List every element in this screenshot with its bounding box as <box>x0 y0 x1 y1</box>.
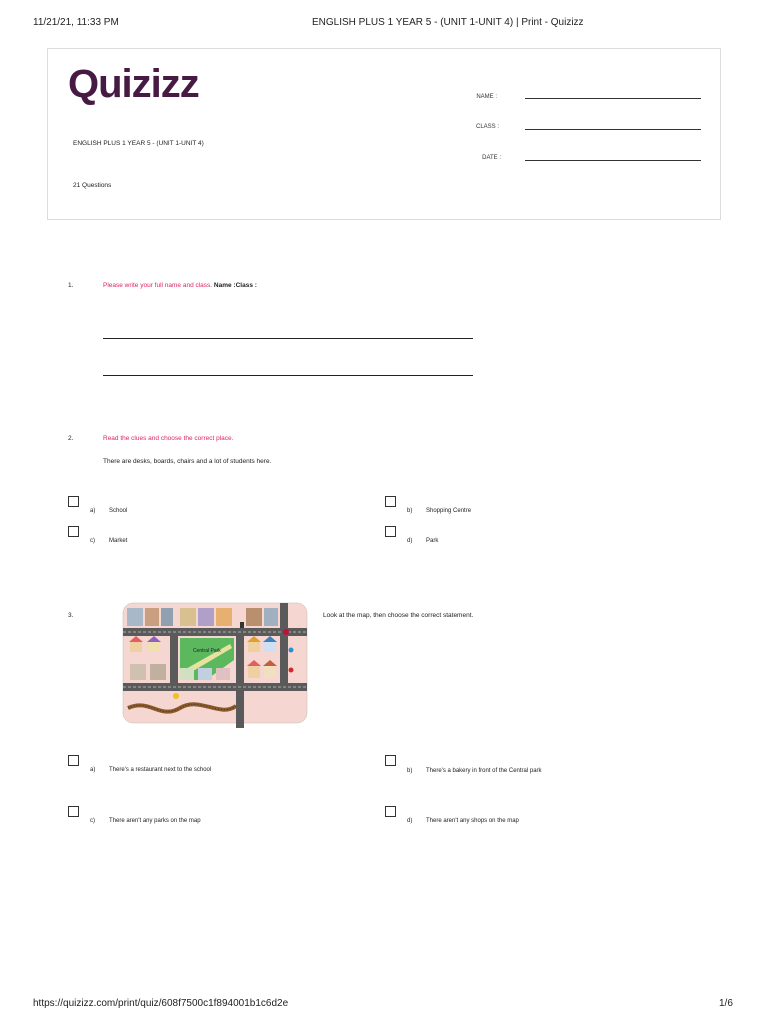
q2-option-c-checkbox[interactable] <box>68 526 79 537</box>
date-field-label: DATE : <box>482 155 501 161</box>
q2-option-a-letter: a) <box>90 508 96 514</box>
q1-text <box>103 282 257 289</box>
print-page-number: 1/6 <box>719 998 733 1009</box>
q1-answer-line-2[interactable] <box>103 375 473 376</box>
q3-option-c-checkbox[interactable] <box>68 806 79 817</box>
q1-detail: Name :Class : <box>213 282 257 289</box>
map-road-right <box>280 603 288 691</box>
q1-answer-line-1[interactable] <box>103 338 473 339</box>
print-url: https://quizizz.com/print/quiz/608f7500c1f894001b1c6d2e <box>33 998 289 1009</box>
class-field-label: CLASS : <box>475 124 499 130</box>
q3-instruction: Look at the map, then choose the correct statement. <box>323 612 474 619</box>
q2-option-b-text: Shopping Centre <box>426 508 472 514</box>
question-count: 21 Questions <box>73 182 112 189</box>
q3-option-a-checkbox[interactable] <box>68 755 79 766</box>
name-field-line[interactable] <box>525 98 701 99</box>
quizizz-logo: Quizizz <box>68 62 199 106</box>
q2-option-a-text: School <box>109 508 128 514</box>
q3-option-d-checkbox[interactable] <box>385 806 396 817</box>
q2-instruction: Read the clues and choose the correct place. <box>103 435 234 442</box>
print-page-title: ENGLISH PLUS 1 YEAR 5 - (UNIT 1-UNIT 4) | Print - Quizizz <box>312 17 584 28</box>
q3-option-b-text: There's a bakery in front of the Central park <box>426 768 542 774</box>
q1-instruction: Please write your full name and class. <box>103 282 213 289</box>
q1-number: 1. <box>68 282 74 289</box>
map-road-left <box>170 628 178 691</box>
q3-option-b-checkbox[interactable] <box>385 755 396 766</box>
map-top-buildings <box>127 608 278 626</box>
map-park-label: Central Park <box>193 648 221 654</box>
q3-option-c-letter: c) <box>90 818 95 824</box>
q2-number: 2. <box>68 435 74 442</box>
q3-option-a-text: There's a restaurant next to the school <box>109 767 212 773</box>
map-road-middle <box>236 628 244 728</box>
q2-option-d-text: Park <box>426 538 439 544</box>
q2-option-b-letter: b) <box>407 508 413 514</box>
name-field-label: NAME : <box>476 94 497 100</box>
quiz-title: ENGLISH PLUS 1 YEAR 5 - (UNIT 1-UNIT 4) <box>73 140 204 147</box>
q2-option-c-letter: c) <box>90 538 95 544</box>
q2-option-d-letter: d) <box>407 538 413 544</box>
q3-number: 3. <box>68 612 74 619</box>
q3-option-d-text: There aren't any shops on the map <box>426 818 519 824</box>
q3-option-b-letter: b) <box>407 768 413 774</box>
class-field-line[interactable] <box>525 129 701 130</box>
date-field-line[interactable] <box>525 160 701 161</box>
q3-option-d-letter: d) <box>407 818 413 824</box>
q2-option-b-checkbox[interactable] <box>385 496 396 507</box>
q2-option-d-checkbox[interactable] <box>385 526 396 537</box>
q2-option-c-text: Market <box>109 538 128 544</box>
town-map-image <box>120 600 310 728</box>
q2-prompt: There are desks, boards, chairs and a lot of students here. <box>103 458 272 465</box>
q3-option-a-letter: a) <box>90 767 96 773</box>
q2-option-a-checkbox[interactable] <box>68 496 79 507</box>
print-datetime: 11/21/21, 11:33 PM <box>33 17 119 28</box>
q3-option-c-text: There aren't any parks on the map <box>109 818 201 824</box>
